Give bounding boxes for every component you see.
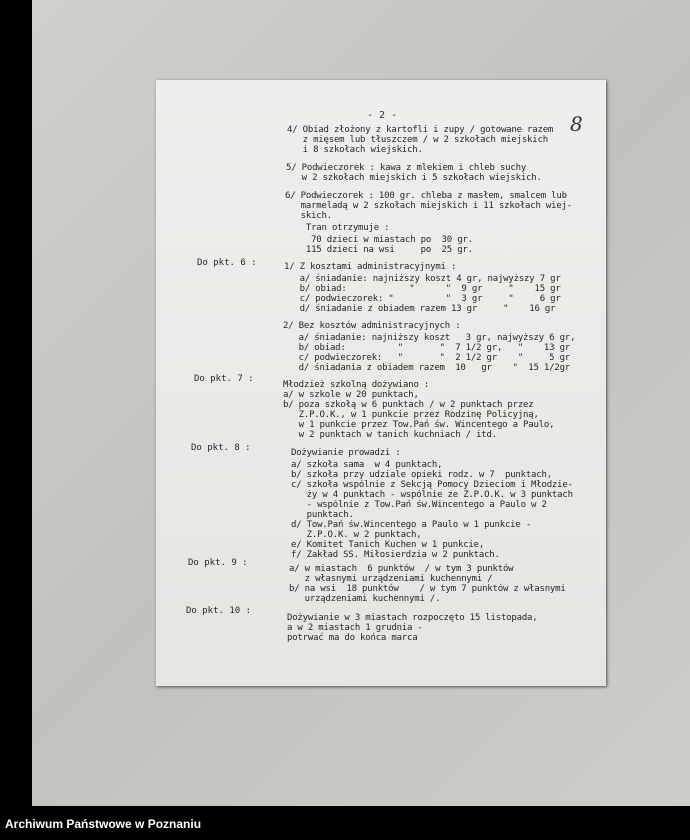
text-line: a/ śniadanie: najniższy koszt 3 gr, najwyższy 6 gr, xyxy=(283,333,576,343)
text-line: marmeladą w 2 szkołach miejskich i 11 szkołach wiej- xyxy=(285,201,573,211)
text-line: - wspólnie z Tow.Pań św.Wincentego a Paulo w 2 xyxy=(291,500,547,510)
page-number: - 2 - xyxy=(367,110,398,121)
heading-pkt6: Do pkt. 6 : xyxy=(197,258,257,268)
text-line: c/ podwieczorek: " " 2 1/2 gr " 5 gr xyxy=(283,353,571,363)
text-line: 70 dzieci w miastach po 30 gr. xyxy=(285,235,473,245)
text-line: d/ śniadanie z obiadem razem 13 gr " 16 gr xyxy=(284,304,556,314)
text-line: b/ szkoła przy udziale opieki rodz. w 7 punktach, xyxy=(291,470,552,480)
text-line: Tran otrzymuje : xyxy=(285,223,390,233)
text-line: a w 2 miastach 1 grudnia - xyxy=(287,623,423,633)
text-line: w 2 punktach w tanich kuchniach / itd. xyxy=(283,430,497,440)
text-line: 5/ Podwieczorek : kawa z mlekiem i chleb suchy xyxy=(286,163,527,173)
text-line: Z.P.O.K. w 2 punktach, xyxy=(291,530,422,540)
text-line: w 1 punkcie przez Tow.Pań św. Wincentego a Paulo, xyxy=(283,420,555,430)
text-line: z mięsem lub tłuszczem / w 2 szkołach miejskich xyxy=(287,135,548,145)
text-line: z własnymi urządzeniami kuchennymi / xyxy=(289,574,493,584)
heading-pkt7: Do pkt. 7 : xyxy=(194,374,254,384)
text-line: Dożywianie prowadzi : xyxy=(291,448,401,458)
text-line: e/ Komitet Tanich Kuchen w 1 punkcie, xyxy=(291,540,485,550)
text-line: 6/ Podwieczorek : 100 gr. chleba z masłem, smalcem lub xyxy=(285,191,567,201)
heading-pkt9: Do pkt. 9 : xyxy=(188,558,248,568)
text-line: b/ poza szkołą w 6 punktach / w 2 punktach przez xyxy=(283,400,534,410)
text-line: a/ szkoła sama w 4 punktach, xyxy=(291,460,443,470)
text-line: b/ obiad: " " 9 gr " 15 gr xyxy=(284,284,561,294)
text-line: c/ podwieczorek: " " 3 gr " 6 gr xyxy=(284,294,561,304)
text-line: 115 dzieci na wsi po 25 gr. xyxy=(285,245,473,255)
text-line: d/ śniadania z obiadem razem 10 gr " 15 1/2gr xyxy=(283,363,571,373)
text-line: b/ na wsi 18 punktów / w tym 7 punktów z własnymi xyxy=(289,584,566,594)
text-line: ży w 4 punktach - wspólnie ze Z.P.O.K. w 3 punktach xyxy=(291,490,573,500)
text-line: f/ Zakład SS. Miłosierdzia w 2 punktach. xyxy=(291,550,500,560)
text-line: d/ Tow.Pań św.Wincentego a Paulo w 1 punkcie - xyxy=(291,520,532,530)
handwritten-number: 8 xyxy=(570,112,583,136)
heading-pkt10: Do pkt. 10 : xyxy=(186,606,252,616)
text-line: punktach. xyxy=(291,510,354,520)
heading-pkt8: Do pkt. 8 : xyxy=(191,443,251,453)
text-line: skich. xyxy=(285,211,332,221)
text-line: urządzeniami kuchennymi /. xyxy=(289,594,441,604)
text-line: a/ śniadanie: najniższy koszt 4 gr, najwyższy 7 gr xyxy=(284,274,561,284)
text-line: Z.P.O.K., w 1 punkcie przez Rodzinę Policyjną, xyxy=(283,410,539,420)
text-line: a/ w szkole w 20 punktach, xyxy=(283,390,419,400)
text-line: w 2 szkołach miejskich i 5 szkołach wiejskich. xyxy=(286,173,542,183)
text-line: potrwać ma do końca marca xyxy=(287,633,418,643)
text-line: 4/ Obiad złożony z kartofli i zupy / gotowane razem xyxy=(287,125,554,135)
text-line: Dożywianie w 3 miastach rozpoczęto 15 listopada, xyxy=(287,613,538,623)
archive-credit: Archiwum Państwowe w Poznaniu xyxy=(5,817,202,831)
text-line: c/ szkoła wspólnie z Sekcją Pomocy Dzieciom i Młodzie- xyxy=(291,480,573,490)
text-line: 1/ Z kosztami administracyjnymi : xyxy=(284,262,457,272)
text-line: a/ w miastach 6 punktów / w tym 3 punktów xyxy=(289,564,514,574)
text-line: b/ obiad: " " 7 1/2 gr, " 13 gr xyxy=(283,343,571,353)
text-line: Młodzież szkolną dożywiano : xyxy=(283,380,430,390)
text-line: i 8 szkołach wiejskich. xyxy=(287,145,423,155)
text-line: 2/ Bez kosztów administracyjnych : xyxy=(283,321,461,331)
